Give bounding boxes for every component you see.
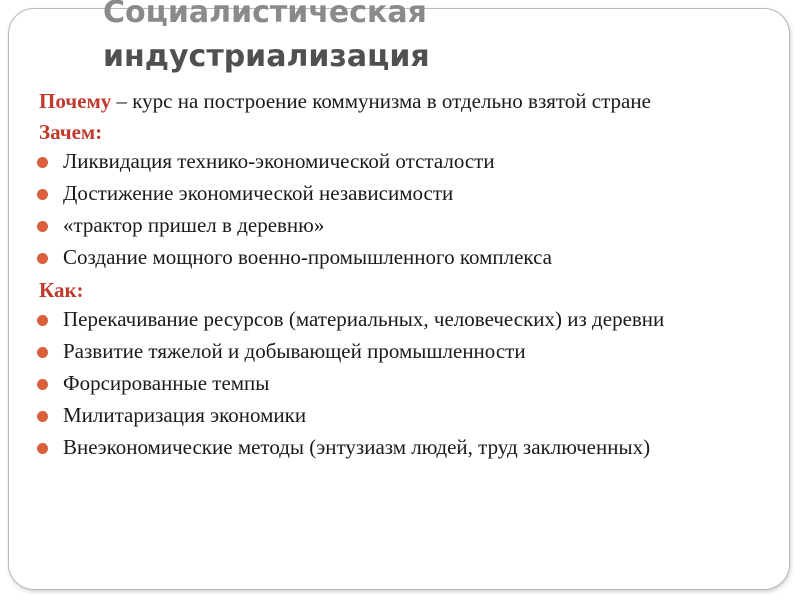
bullet-icon <box>37 443 48 454</box>
bullet-icon <box>37 189 48 200</box>
list-item <box>33 213 773 237</box>
list-item-text: Форсированные темпы <box>63 371 270 395</box>
why-paragraph <box>39 89 773 113</box>
why-label: Почему <box>39 89 112 113</box>
list-item-text: Перекачивание ресурсов (материальных, человеческих) из деревни <box>63 307 665 331</box>
bullet-icon <box>37 347 48 358</box>
content-box <box>8 0 790 590</box>
list-item-text: Развитие тяжелой и добывающей промышленности <box>63 339 526 363</box>
list-item <box>33 181 773 205</box>
methods-list <box>33 307 773 459</box>
why-text: – курс на построение коммунизма в отдельно взятой стране <box>111 89 651 113</box>
slide-title <box>103 0 430 79</box>
bullet-icon <box>37 411 48 422</box>
bullet-icon <box>37 157 48 168</box>
methods-heading: Как: <box>39 278 84 302</box>
list-item-text: Ликвидация технико-экономической отсталости <box>63 149 495 173</box>
list-item-text: Достижение экономической независимости <box>63 181 454 205</box>
list-item <box>33 371 773 395</box>
bullet-icon <box>37 221 48 232</box>
bullet-icon <box>37 315 48 326</box>
slide-body <box>33 89 773 467</box>
list-item-text: Милитаризация экономики <box>63 403 307 427</box>
slide-title-line-1: Социалистическая <box>103 0 427 30</box>
list-item <box>33 149 773 173</box>
list-item <box>33 245 773 269</box>
list-item <box>33 339 773 363</box>
list-item <box>33 403 773 427</box>
goals-list <box>33 149 773 269</box>
bullet-icon <box>37 379 48 390</box>
goals-heading: Зачем: <box>39 120 103 144</box>
list-item-text: «трактор пришел в деревню» <box>63 213 325 237</box>
list-item <box>33 307 773 331</box>
bullet-icon <box>37 253 48 264</box>
list-item-text: Создание мощного военно-промышленного комплекса <box>63 245 552 269</box>
list-item <box>33 435 773 459</box>
slide-title-line-2: индустриализация <box>103 39 430 74</box>
list-item-text: Внеэкономические методы (энтузиазм людей, труд заключенных) <box>63 435 651 459</box>
